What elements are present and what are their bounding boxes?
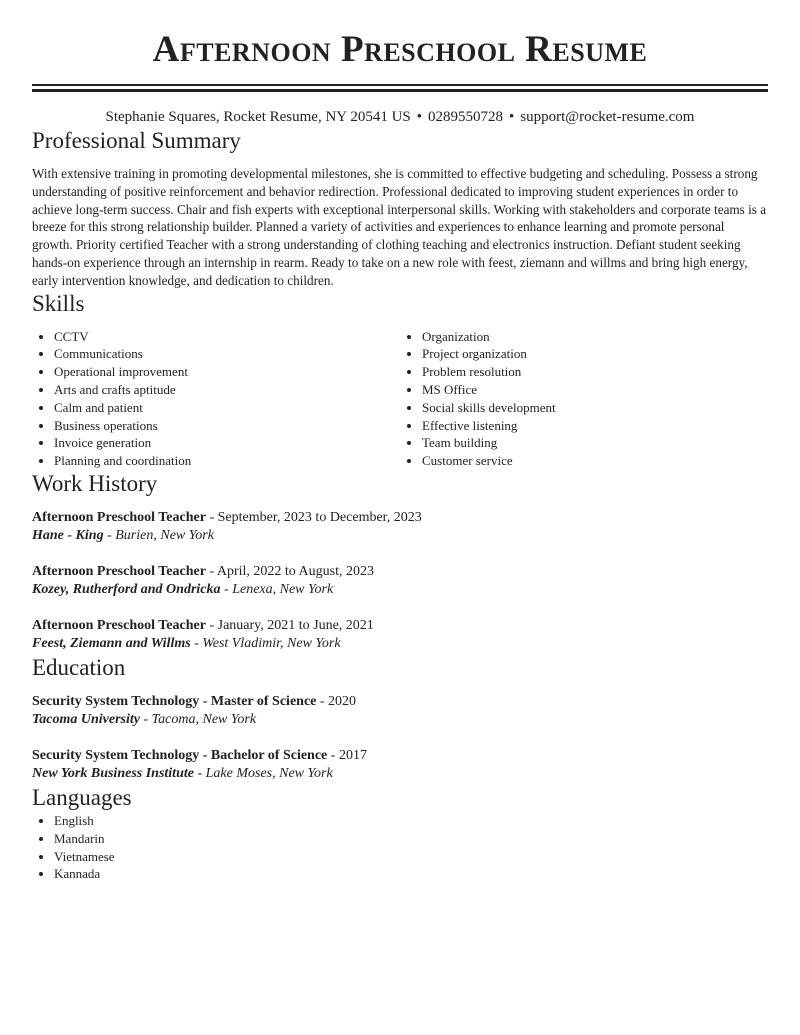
- skill-item: • MS Office: [422, 381, 768, 399]
- contact-phone: 0289550728: [428, 109, 504, 125]
- employer-name: Hane - King: [32, 528, 104, 544]
- degree-title: Security System Technology - Master of Science: [32, 693, 317, 709]
- skills-list-left: [32, 328, 400, 470]
- languages-list: [32, 812, 768, 883]
- contact-separator: •: [416, 109, 423, 125]
- resume-title: Afternoon Preschool Resume: [152, 29, 648, 70]
- skill-item: • Planning and coordination: [54, 452, 400, 470]
- work-history-heading: Work History: [32, 470, 158, 496]
- skill-item: • Social skills development: [422, 399, 768, 417]
- summary-heading: Professional Summary: [32, 128, 241, 153]
- language-item: • English: [54, 812, 768, 830]
- language-item: • Kannada: [54, 865, 768, 883]
- summary-text: With extensive training in promoting developmental milestones, she is committed to effective budgeting and scheduling. Possess a strong understanding of positive reinforcement and behavior redirection. Professional dedicated to improving student experiences in order to achieve long-term success. Chair and fish experts with exceptional interpersonal skills. Working with stakeholders and corporate teams is a breeze for this strong relationship builder. Planned a variety of activities and experiences to enhance learning and promote personal growth. Priority certified Teacher with a strong understanding of clothing teaching and electronics instruction. Defiant student seeking hands-on experience through an internship in rearm. Ready to take on a new role with feest, ziemann and willms and bring high energy, early intervention knowledge, and dedication to children.: [32, 166, 767, 288]
- skill-item: • Invoice generation: [54, 434, 400, 452]
- job-title: Afternoon Preschool Teacher: [32, 509, 206, 525]
- skill-item: • Customer service: [422, 452, 768, 470]
- skill-item: • Project organization: [422, 345, 768, 363]
- job-title: Afternoon Preschool Teacher: [32, 563, 206, 579]
- work-entry: Afternoon Preschool Teacher - September, 2023 to December, 2023 Hane - King - Burien, New York: [32, 509, 422, 544]
- skill-item: • Arts and crafts aptitude: [54, 381, 400, 399]
- title-divider: [32, 84, 768, 92]
- job-dates: April, 2022 to August, 2023: [216, 563, 374, 579]
- education-entry: Security System Technology - Bachelor of Science - 2017 New York Business Institute - Lake Moses, New York: [32, 747, 367, 782]
- job-dates: January, 2021 to June, 2021: [217, 617, 374, 633]
- language-item: • Mandarin: [54, 830, 768, 848]
- job-dates: September, 2023 to December, 2023: [217, 509, 422, 525]
- job-title: Afternoon Preschool Teacher: [32, 617, 206, 633]
- contact-line: [32, 107, 768, 127]
- skills-heading: Skills: [32, 290, 85, 316]
- employer-name: Kozey, Rutherford and Ondricka: [32, 582, 221, 598]
- skill-item: • Operational improvement: [54, 363, 400, 381]
- contact-email: support@rocket-resume.com: [520, 109, 695, 125]
- school-name: Tacoma University: [32, 712, 140, 728]
- skills-columns: [32, 328, 768, 470]
- skill-item: • Effective listening: [422, 417, 768, 435]
- contact-address: Stephanie Squares, Rocket Resume, NY 20541 US: [105, 109, 411, 125]
- job-location: West Vladimir, New York: [202, 636, 341, 652]
- skills-list-right: [400, 328, 768, 470]
- skill-item: • CCTV: [54, 328, 400, 346]
- work-entry: Afternoon Preschool Teacher - January, 2021 to June, 2021 Feest, Ziemann and Willms - West Vladimir, New York: [32, 617, 374, 652]
- education-heading: Education: [32, 654, 126, 680]
- degree-year: 2017: [338, 747, 367, 763]
- job-location: Lenexa, New York: [232, 582, 334, 598]
- work-entry: Afternoon Preschool Teacher - April, 2022 to August, 2023 Kozey, Rutherford and Ondricka - Lenexa, New York: [32, 563, 374, 598]
- skill-item: • Team building: [422, 434, 768, 452]
- school-location: Lake Moses, New York: [205, 766, 333, 782]
- degree-title: Security System Technology - Bachelor of Science: [32, 747, 328, 763]
- education-entry: Security System Technology - Master of Science - 2020 Tacoma University - Tacoma, New York: [32, 693, 357, 728]
- skill-item: • Business operations: [54, 417, 400, 435]
- employer-name: Feest, Ziemann and Willms: [32, 636, 191, 652]
- languages-heading: Languages: [32, 784, 132, 810]
- skill-item: • Problem resolution: [422, 363, 768, 381]
- school-location: Tacoma, New York: [151, 712, 257, 728]
- school-name: New York Business Institute: [32, 766, 194, 782]
- skill-item: • Communications: [54, 345, 400, 363]
- contact-separator: •: [509, 109, 515, 125]
- skill-item: • Organization: [422, 328, 768, 346]
- skill-item: • Calm and patient: [54, 399, 400, 417]
- degree-year: 2020: [328, 693, 357, 709]
- language-item: • Vietnamese: [54, 848, 768, 866]
- job-location: Burien, New York: [115, 528, 214, 544]
